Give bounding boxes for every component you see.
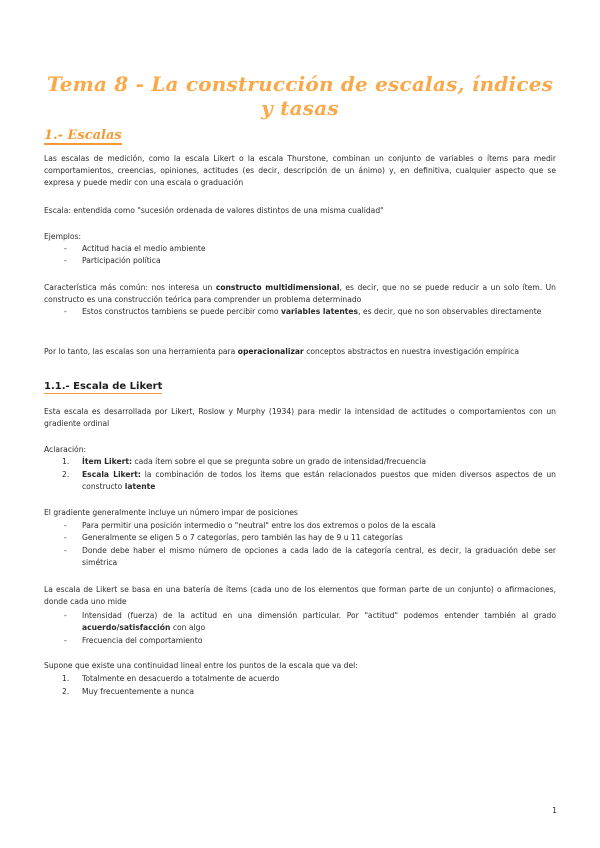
paragraph-por-lo-tanto: Por lo tanto, las escalas son una herramienta para operacionalizar conceptos abstractos en nuestra investigación empírica (44, 347, 519, 356)
section-heading-likert: 1.1.- Escala de Likert (44, 381, 163, 392)
paragraph-caracteristica: Característica más común: nos interesa un constructo multidimensional, es decir, que no se puede reducir a un solo ítem. Un constructo es una construcción teórica para comprender un problema determinado (44, 283, 556, 305)
bullet-dash: - (64, 244, 67, 253)
section-heading-escalas: 1.- Escalas (44, 128, 122, 143)
bullet-dash: - (64, 611, 67, 620)
bullet-dash: - (64, 256, 67, 265)
paragraph-bateria: La escala de Likert se basa en una batería de ítems (cada uno de los elementos que forman parte de un conjunto) o afirmaciones, donde cada uno mide (44, 585, 556, 607)
page-number: 1 (552, 806, 558, 815)
bullet-dash: - (64, 636, 67, 645)
paragraph-supone: Supone que existe una continuidad lineal entre los puntos de la escala que va del: (44, 661, 358, 670)
bullet-dash: - (64, 546, 67, 555)
list-item: Actitud hacia el medio ambiente (82, 244, 206, 253)
document-title: Tema 8 - La construcción de escalas, índices y tasas (46, 72, 554, 120)
bullet-dash: - (64, 533, 67, 542)
list-item: Totalmente en desacuerdo a totalmente de acuerdo (82, 674, 280, 683)
list-number: 1. (62, 674, 70, 683)
list-item: Participación política (82, 256, 161, 265)
list-item: Ítem Likert: cada ítem sobre el que se pregunta sobre un grado de intensidad/frecuencia (82, 457, 426, 466)
ejemplos-label: Ejemplos: (44, 232, 82, 241)
list-number: 1. (62, 457, 70, 466)
paragraph-likert-intro: Esta escala es desarrollada por Likert, Roslow y Murphy (1934) para medir la intensidad de actitudes o comportamientos con un gradiente ordinal (44, 407, 556, 429)
paragraph-escala-definition: Escala: entendida como "sucesión ordenada de valores distintos de una misma cualidad" (44, 206, 384, 215)
list-item: Donde debe haber el mismo número de opciones a cada lado de la categoría central, es decir, la graduación debe ser simétrica (82, 546, 556, 568)
list-item: Para permitir una posición intermedio o "neutral" entre los dos extremos o polos de la escala (82, 521, 436, 530)
list-item: Generalmente se eligen 5 o 7 categorías, pero también las hay de 9 u 11 categorías (82, 533, 403, 542)
list-item-constructos: Estos constructos tambiens se puede percibir como variables latentes, es decir, que no son observables directamente (82, 307, 542, 316)
list-number: 2. (62, 687, 70, 696)
bullet-dash: - (64, 521, 67, 530)
bullet-dash: - (64, 307, 67, 316)
list-number: 2. (62, 470, 70, 479)
aclaracion-label: Aclaración: (44, 445, 87, 454)
list-item: Escala Likert: la combinación de todos los ítems que están relacionados puestos que miden diversos aspectos de un constructo latente (82, 470, 556, 492)
list-item: Intensidad (fuerza) de la actitud en una dimensión particular. Por "actitud" podemos entender también al grado acuerdo/satisfacción con algo (82, 611, 556, 633)
list-item: Muy frecuentemente a nunca (82, 687, 194, 696)
paragraph-intro: Las escalas de medición, como la escala Likert o la escala Thurstone, combinan un conjunto de variables o ítems para medir comportamientos, creencias, opiniones, actitudes (es decir, descripción de un ánimo) y, en definitiva, cualquier aspecto que se expresa y puede medir con una escala o graduación (44, 154, 556, 188)
paragraph-gradiente: El gradiente generalmente incluye un número impar de posiciones (44, 508, 298, 517)
list-item: Frecuencia del comportamiento (82, 636, 203, 645)
